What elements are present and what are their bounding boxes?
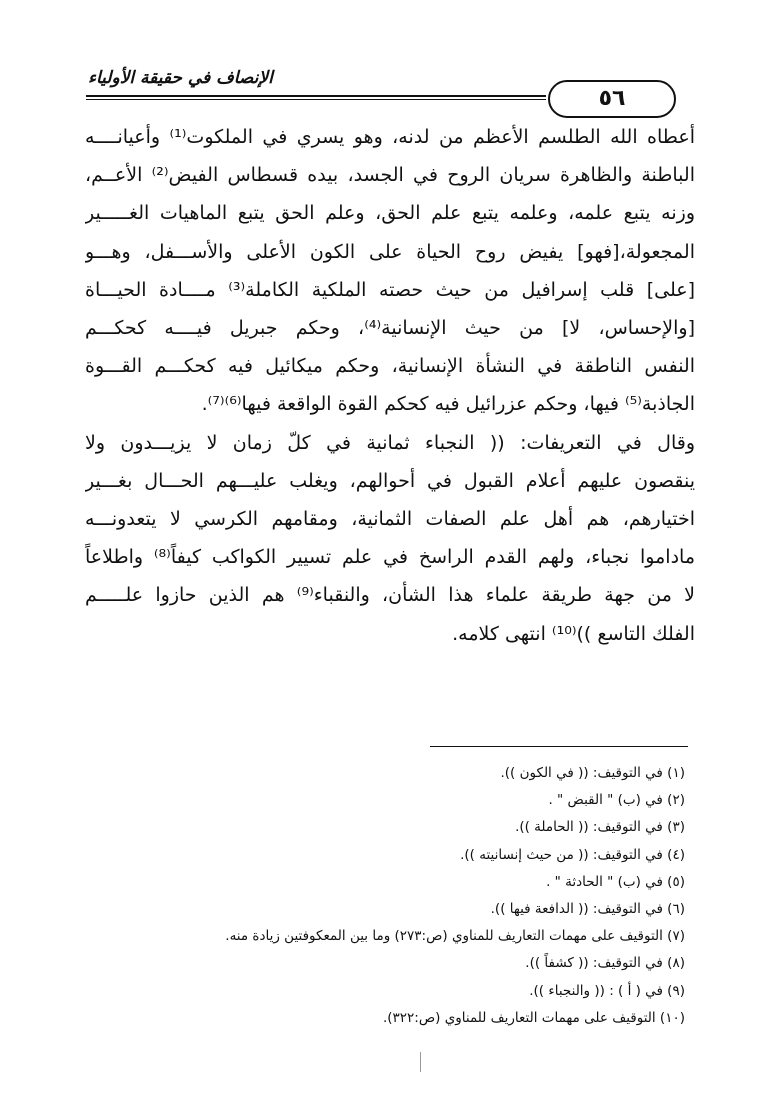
footnote: (٥) في (ب) " الحادثة " . [546, 873, 685, 890]
header-rule-thin [86, 99, 546, 100]
footnote: (٨) في التوقيف: (( كشفاً )). [525, 955, 685, 972]
body-line: المجعولة،[فهو] يفيض روح الحياة على الكون الأعلى والأســـفل، وهـــو [85, 240, 695, 263]
body-line: وقال في التعريفات: (( النجباء ثمانية في كلّ زمان لا يزيـــدون ولا [85, 431, 695, 454]
header-rule [86, 95, 546, 97]
footnote: (٢) في (ب) " القبض " . [548, 792, 685, 809]
footnote: (٩) في ( أ ) : (( والنجباء )). [529, 982, 685, 999]
page-number-badge: ٥٦ [548, 80, 676, 118]
body-line: وزنه يتبع علمه، وعلمه يتبع علم الحق، وعلم الحق يتبع الماهيات الغـــــير [85, 202, 695, 225]
body-line: الجاذبة⁽⁵⁾ فيها، وحكم عزرائيل فيه كحكم القوة الواقعة فيها⁽⁶⁾⁽⁷⁾. [201, 393, 695, 416]
footnote: (٦) في التوقيف: (( الدافعة فيها )). [490, 901, 685, 918]
footnotes [95, 760, 685, 1032]
scan-mark [420, 1052, 421, 1072]
body-line: اختيارهم، هم أهل علم الصفات الثمانية، ومقامهم الكرسي لا يتعدونـــه [85, 508, 695, 531]
footnote: (١٠) التوقيف على مهمات التعاريف للمناوي (ص:٣٢٢). [382, 1009, 685, 1026]
body-line: الباطنة والظاهرة سريان الروح في الجسد، بيده قسطاس الفيض⁽²⁾ الأعــم، [85, 164, 695, 187]
footnote: (١) في التوقيف: (( في الكون )). [500, 765, 685, 781]
footnote-separator [430, 746, 688, 747]
footnote: (٧) التوقيف على مهمات التعاريف للمناوي (ص:٢٧٣) وما بين المعكوفتين زيادة منه. [225, 928, 685, 945]
body-line: ماداموا نجباء، ولهم القدم الراسخ في علم تسيير الكواكب كيفاً⁽⁸⁾ واطلاعاً [85, 546, 695, 569]
footnote: (٣) في التوقيف: (( الحاملة )). [515, 819, 685, 836]
body-line: أعطاه الله الطلسم الأعظم من لدنه، وهو يسري في الملكوت⁽¹⁾ وأعيانــــه [85, 126, 695, 148]
body-line: الفلك التاسع ))⁽¹⁰⁾ انتهى كلامه. [452, 622, 695, 645]
running-header-title: الإنصاف في حقيقة الأولياء [88, 68, 273, 88]
body-line: لا من جهة طريقة علماء هذا الشأن، والنقباء⁽⁹⁾ هم الذين حازوا علـــــم [85, 584, 695, 607]
body-line: [على] قلب إسرافيل من حيث حصته الملكية الكاملة⁽³⁾ مــــادة الحيـــاة [85, 278, 695, 301]
body-line: [والإحساس، لا] من حيث الإنسانية⁽⁴⁾، وحكم جبريل فيــــه كحكـــم [85, 317, 695, 340]
footnote: (٤) في التوقيف: (( من حيث إنسانيته )). [460, 846, 685, 863]
body-text [85, 118, 695, 653]
body-line: النفس الناطقة في النشأة الإنسانية، وحكم ميكائيل فيه كحكـــم القـــوة [85, 355, 695, 378]
body-line: ينقصون عليهم أعلام القبول في أحوالهم، ويغلب عليـــهم الحـــال بغـــير [85, 469, 695, 492]
